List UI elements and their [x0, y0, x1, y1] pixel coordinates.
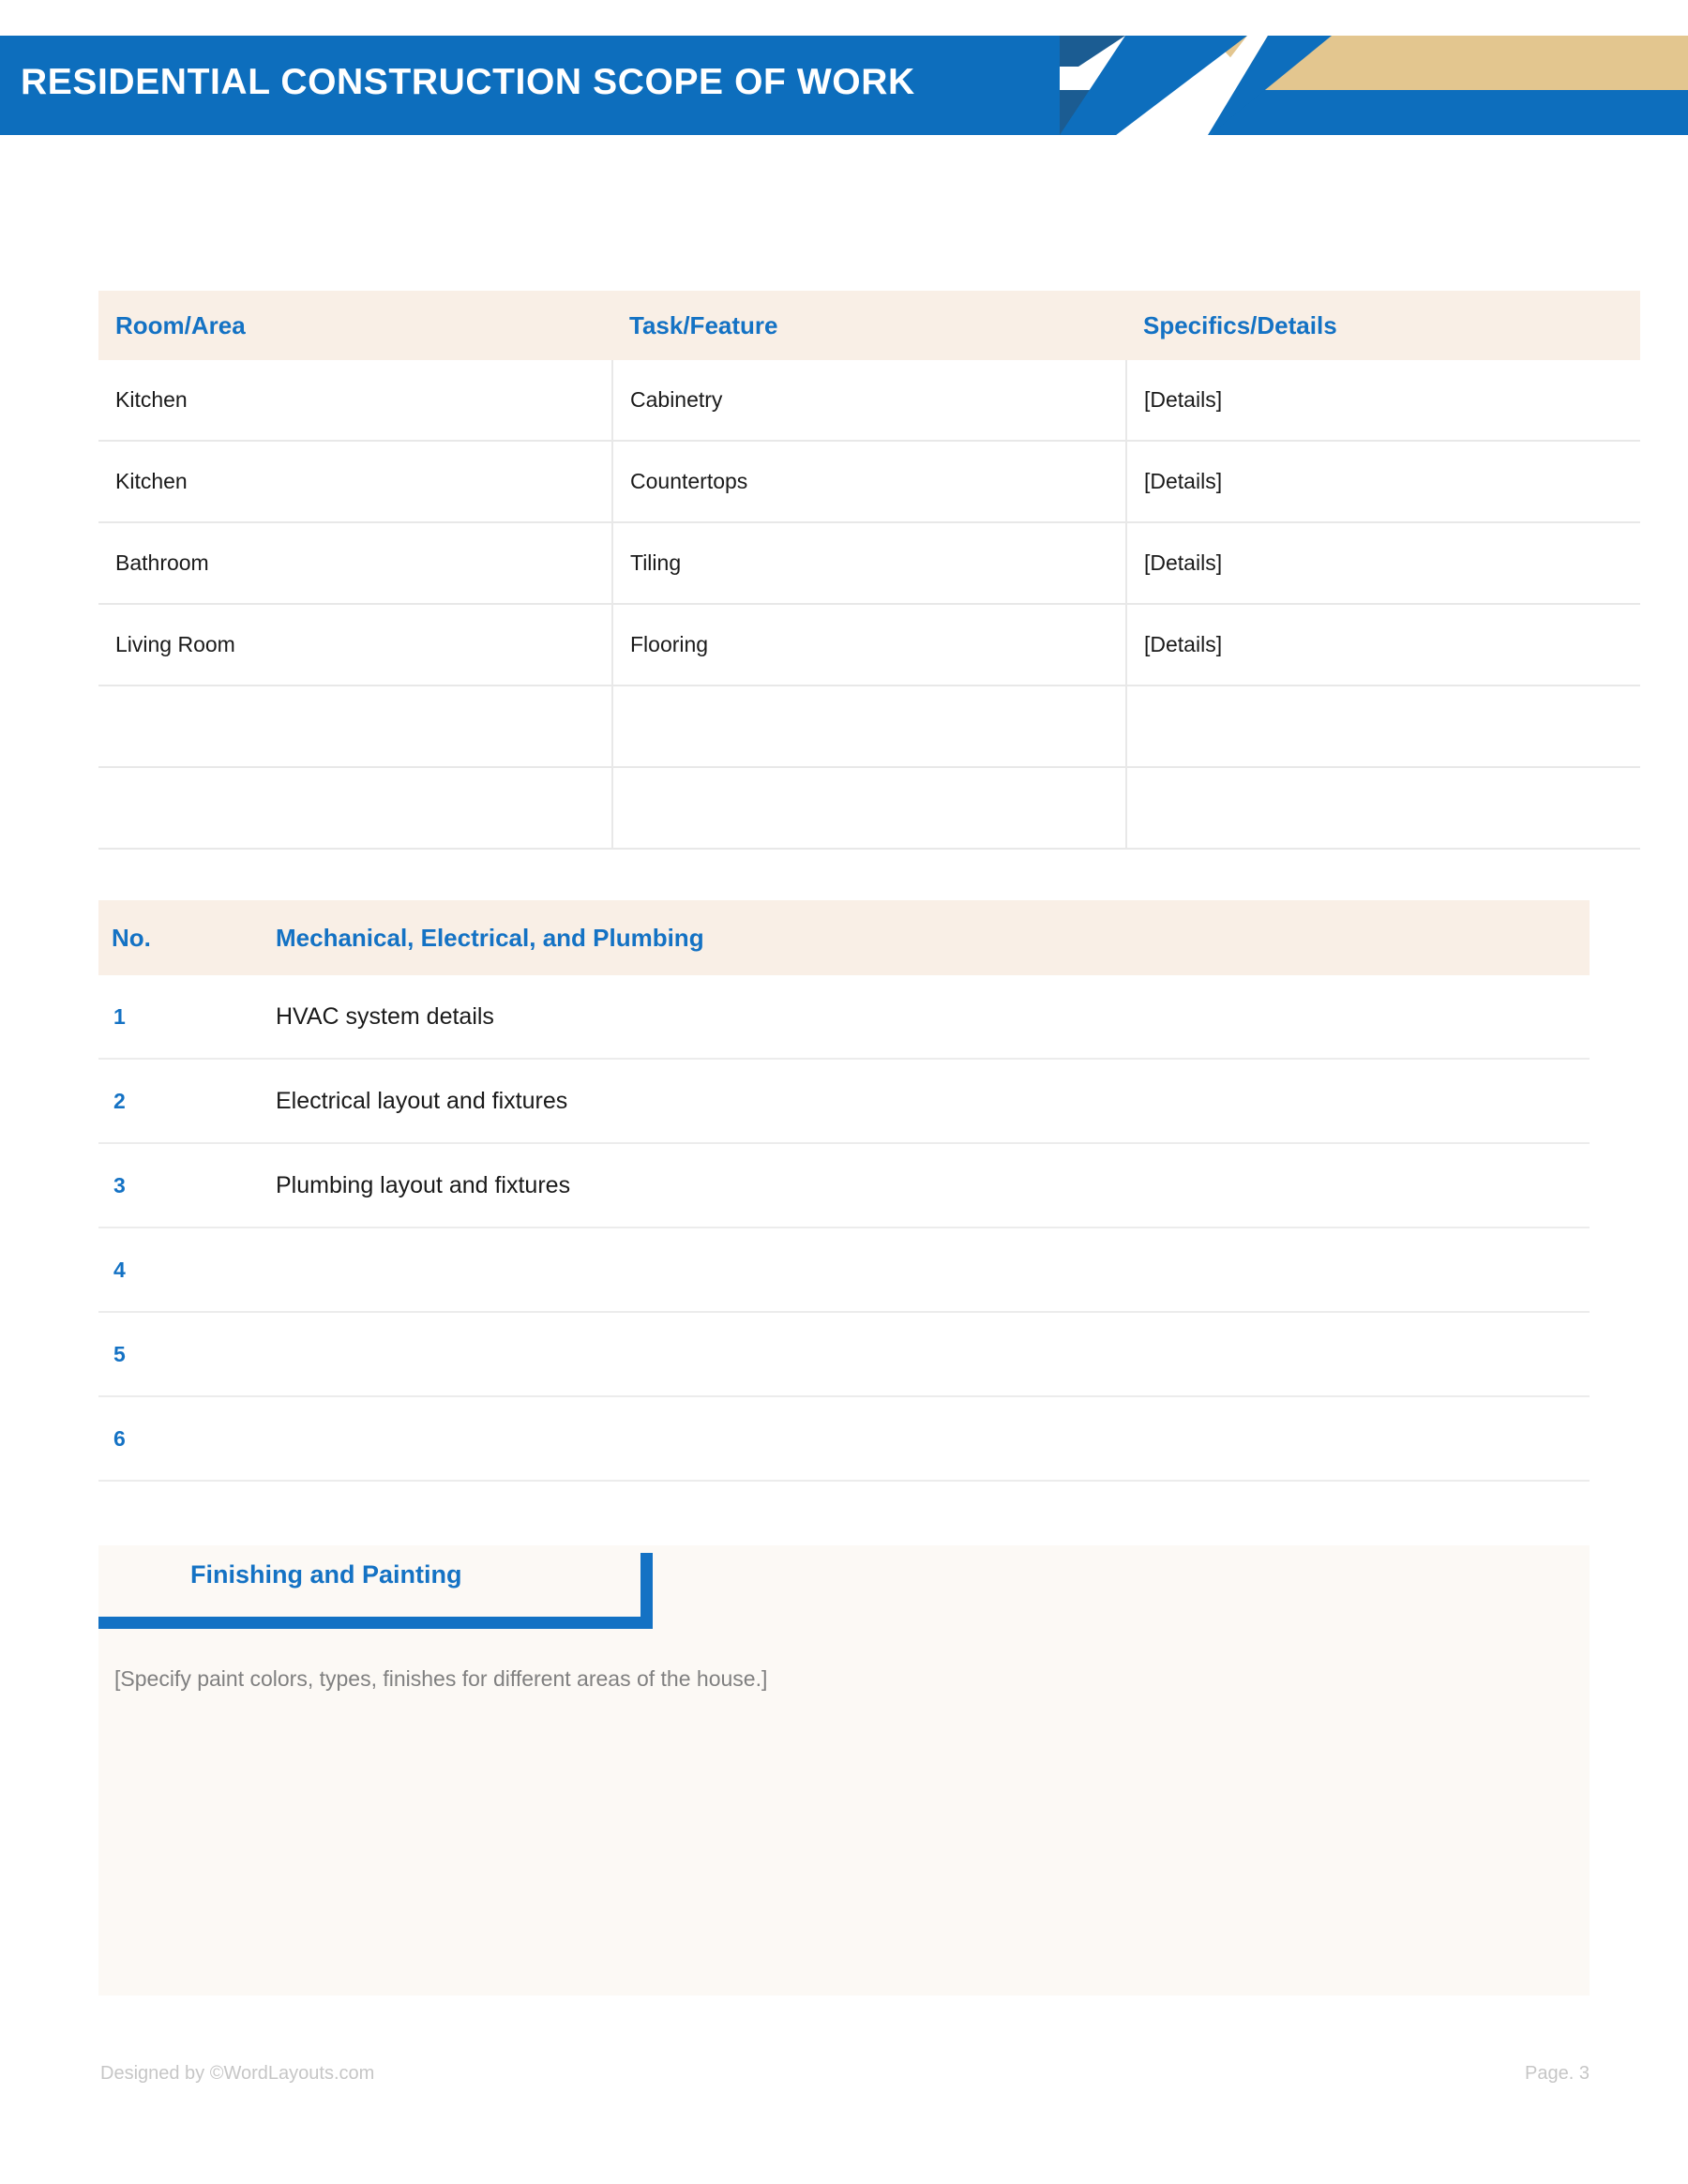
- cell-room-area[interactable]: Kitchen: [98, 441, 612, 522]
- list-item: [98, 1059, 1590, 1143]
- mep-row-number: 4: [98, 1228, 264, 1312]
- finishing-section-title: Finishing and Painting: [190, 1560, 462, 1589]
- mep-row-text[interactable]: [264, 1312, 1590, 1396]
- table-row: [98, 604, 1640, 685]
- list-item: [98, 1143, 1590, 1228]
- mep-row-number: 5: [98, 1312, 264, 1396]
- cell-room-area[interactable]: Kitchen: [98, 360, 612, 441]
- mep-table: [98, 900, 1590, 1482]
- table-row: [98, 522, 1640, 604]
- cell-task-feature[interactable]: Tiling: [612, 522, 1126, 604]
- cell-specifics-details[interactable]: [Details]: [1126, 441, 1640, 522]
- list-item: [98, 1396, 1590, 1481]
- cell-room-area[interactable]: [98, 685, 612, 767]
- cell-task-feature[interactable]: [612, 767, 1126, 849]
- footer-credit: Designed by ©WordLayouts.com: [100, 2063, 375, 2084]
- cell-task-feature[interactable]: Countertops: [612, 441, 1126, 522]
- accent-bar-vertical: [641, 1553, 653, 1629]
- column-header-room-area: Room/Area: [98, 291, 612, 360]
- column-header-mep: Mechanical, Electrical, and Plumbing: [264, 900, 1590, 975]
- accent-bar-horizontal: [98, 1617, 652, 1629]
- cell-room-area[interactable]: Bathroom: [98, 522, 612, 604]
- mep-row-text[interactable]: [264, 1228, 1590, 1312]
- table-row: [98, 360, 1640, 441]
- cell-specifics-details[interactable]: [1126, 767, 1640, 849]
- column-header-specifics-details: Specifics/Details: [1126, 291, 1640, 360]
- mep-row-text[interactable]: Electrical layout and fixtures: [264, 1059, 1590, 1143]
- page-title: RESIDENTIAL CONSTRUCTION SCOPE OF WORK: [21, 62, 915, 102]
- list-item: [98, 975, 1590, 1059]
- table-row: [98, 441, 1640, 522]
- cell-specifics-details[interactable]: [Details]: [1126, 522, 1640, 604]
- table-header-row: [98, 291, 1640, 360]
- column-header-task-feature: Task/Feature: [612, 291, 1126, 360]
- finishing-placeholder-text[interactable]: [Specify paint colors, types, finishes for different areas of the house.]: [114, 1666, 768, 1691]
- mep-header-row: [98, 900, 1590, 975]
- finishing-header: [98, 1545, 652, 1624]
- mep-row-number: 3: [98, 1143, 264, 1228]
- mep-row-text[interactable]: HVAC system details: [264, 975, 1590, 1059]
- table-row: [98, 685, 1640, 767]
- cell-room-area[interactable]: [98, 767, 612, 849]
- room-area-table: [98, 291, 1640, 850]
- mep-row-text[interactable]: [264, 1396, 1590, 1481]
- footer-page-number: Page. 3: [1525, 2063, 1590, 2084]
- mep-row-number: 1: [98, 975, 264, 1059]
- list-item: [98, 1312, 1590, 1396]
- cell-specifics-details[interactable]: [1126, 685, 1640, 767]
- list-item: [98, 1228, 1590, 1312]
- cell-task-feature[interactable]: Cabinetry: [612, 360, 1126, 441]
- mep-row-number: 2: [98, 1059, 264, 1143]
- cell-specifics-details[interactable]: [Details]: [1126, 604, 1640, 685]
- mep-row-text[interactable]: Plumbing layout and fixtures: [264, 1143, 1590, 1228]
- column-header-no: No.: [98, 900, 264, 975]
- finishing-painting-panel: [98, 1545, 1590, 1996]
- ribbon-right-blue: [1210, 90, 1688, 135]
- mep-row-number: 6: [98, 1396, 264, 1481]
- cell-room-area[interactable]: Living Room: [98, 604, 612, 685]
- cell-task-feature[interactable]: [612, 685, 1126, 767]
- cell-task-feature[interactable]: Flooring: [612, 604, 1126, 685]
- cell-specifics-details[interactable]: [Details]: [1126, 360, 1640, 441]
- table-row: [98, 767, 1640, 849]
